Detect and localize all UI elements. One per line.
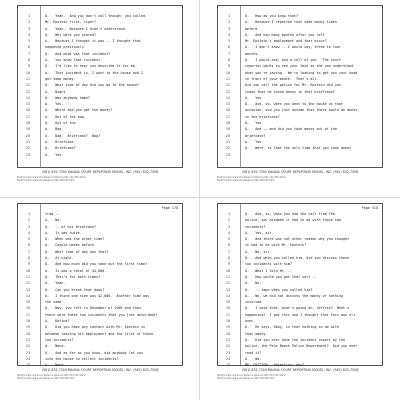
line-text: Q. I'd like to hear you describe it for me. (45, 64, 137, 69)
line-text: Q. Why were you scared? (45, 32, 97, 37)
line-text: A. That incident is, I went to the house and I (45, 70, 143, 75)
line-number: 1 (27, 212, 30, 216)
line-text: Q. Can you break that down? (45, 287, 105, 292)
line-number: 23 (225, 350, 230, 355)
line-number: 7 (227, 249, 230, 254)
line-number: 24 (225, 356, 230, 361)
line-number: 3 (227, 224, 230, 229)
line-text: Q. When was the other time? (45, 237, 105, 242)
line-number: 6 (27, 243, 30, 248)
line-number: 9 (27, 64, 30, 69)
line-text: between leaving his employment and the first of these (45, 331, 154, 336)
line-text: Q. He says, Okay, is that nothing to do with (245, 325, 339, 330)
line-text: A. Because I reported that some money times (245, 20, 337, 25)
line-number: 2 (227, 20, 230, 25)
line-text: Q. And when you called him, did you discuss these (245, 256, 350, 261)
line-number: 16 (25, 306, 30, 311)
line-number: 8 (227, 256, 230, 261)
line-text: in front of your mouth. That's all. (245, 76, 319, 81)
line-number: 7 (227, 51, 230, 56)
transcript-lines (21, 13, 179, 158)
line-number: 12 (225, 281, 230, 286)
line-number: 23 (25, 152, 30, 157)
transcript-page (17, 203, 183, 366)
line-text: Q. And there was not other reason why you thought (245, 237, 350, 242)
line-text: into the house to collect incidents? (45, 356, 119, 361)
line-text: A. It was a total of $4,000. (45, 268, 107, 273)
line-number: 10 (25, 70, 30, 75)
line-text: A. No, sir. (245, 249, 272, 254)
line-number: 14 (25, 95, 30, 100)
line-number: 15 (25, 102, 30, 107)
line-text: Q. Did you ever have the incident report by the (245, 337, 346, 342)
line-text: there were these two incidents that you just described? (45, 312, 158, 317)
line-text: Q. Where did you get the money? (45, 108, 113, 113)
line-text: before. (245, 26, 260, 31)
line-number: 18 (225, 319, 230, 324)
page-number: Page 510 (361, 206, 378, 210)
line-number: 21 (225, 139, 230, 144)
line-text: A. At night. (45, 256, 74, 261)
line-number: 1 (227, 212, 230, 216)
line-number: 19 (25, 325, 30, 330)
line-number: 17 (225, 114, 230, 119)
line-text: police, the Palm Beach Police Department? Did you ever (245, 344, 358, 349)
line-text: Q. And, so, when you had the call from the (245, 212, 335, 216)
line-text: Mr. Epstein's employment and that occur? (245, 39, 327, 44)
certification-text: Electronically signed by Rebecca Osborne (601-234-345-4444) Electronically signed by Rebecca (501-238-450-544) (17, 176, 86, 182)
line-number: 9 (27, 262, 30, 267)
line-text: Q. And what was that incident? (45, 51, 111, 56)
line-number: 3 (27, 26, 30, 31)
line-number: 5 (27, 39, 30, 44)
line-number: 22 (25, 146, 30, 151)
line-text: police, you assumed it had to do with those two (245, 218, 341, 223)
line-number: 13 (225, 89, 230, 94)
page-footer: (561) 832-7500 MAGNA COURT REPORTING MODEL, INC. (561) 832-7506 (41, 368, 159, 372)
line-text: A. None. (45, 363, 66, 368)
line-text: Q. And as far as you know, did anybody let you (45, 350, 143, 355)
line-number: 15 (225, 300, 230, 305)
horizontal-divider (0, 197, 400, 198)
line-number: 12 (25, 83, 30, 88)
line-text: A. None. (45, 344, 66, 349)
line-text: A. Bag. (45, 127, 64, 132)
line-number: 4 (27, 32, 30, 37)
line-number: 20 (225, 331, 230, 336)
line-text: A. Yes. (45, 102, 64, 107)
line-number: 20 (25, 331, 30, 336)
line-text: Q. How do you know that? (245, 14, 299, 18)
line-text: Q. Out of the (45, 121, 76, 126)
line-text: Q. Now, you left in December of 2005 and then (45, 306, 141, 311)
line-number: 13 (225, 287, 230, 292)
line-number: 5 (27, 237, 30, 242)
line-number: 3 (27, 224, 30, 229)
line-text: Did you call the police for Mr. Epstein did you (245, 83, 341, 88)
line-text: A. Define? (45, 319, 70, 324)
line-number: 17 (225, 312, 230, 317)
line-number: 2 (27, 218, 30, 223)
line-number: 17 (25, 312, 30, 317)
line-number: 16 (225, 306, 230, 311)
line-text: incidents? (245, 224, 266, 229)
line-text: Q. And how many months after you left (245, 32, 325, 37)
line-number: 1 (227, 14, 230, 18)
line-number: 23 (225, 152, 230, 157)
line-number: 21 (225, 337, 230, 342)
certification-text: Electronically signed by Rebecca Osborne (601-234-345-4444) Electronically signed by Rebecca (501-238-450-544) (17, 374, 86, 380)
line-number: 25 (25, 363, 30, 368)
line-text: Q. -- tape when you called him? (245, 287, 313, 292)
line-text: occasion, did you just assume that there would be money (245, 108, 358, 113)
line-text: Q. And how much did you take out the first time? (45, 262, 148, 267)
page-number: Page 170 (161, 206, 178, 210)
line-text: that money. (245, 331, 268, 336)
line-number: 22 (225, 146, 230, 151)
line-number: 22 (25, 344, 30, 349)
line-number: 19 (225, 325, 230, 330)
line-number: 4 (27, 230, 30, 235)
vertical-divider (199, 0, 200, 400)
line-number: 13 (25, 89, 30, 94)
line-number: 18 (225, 121, 230, 126)
line-number: 10 (225, 268, 230, 273)
line-text: A. No. (45, 218, 62, 223)
line-number: 16 (225, 108, 230, 113)
line-text: Mr. Epstein first, right? (45, 20, 97, 25)
line-text: briefcase? (245, 133, 266, 138)
line-text: the same. (45, 300, 64, 305)
line-text: Q. That's for both times? (45, 274, 101, 279)
transcript-page (217, 5, 383, 168)
transcript-lines (21, 211, 179, 368)
line-number: 9 (227, 262, 230, 267)
transcript-lines (221, 13, 379, 158)
line-text: A. Yeah. (45, 281, 66, 286)
line-number: 25 (225, 363, 230, 368)
line-number: 4 (227, 230, 230, 235)
line-number: 8 (27, 58, 30, 63)
line-number: 5 (227, 39, 230, 44)
line-number: 6 (27, 45, 30, 50)
line-text: happening? I got this and I thought that this was all (245, 312, 356, 317)
line-text: A. Yeah. Because I didn't understand. (45, 26, 127, 31)
transcript-lines (221, 211, 379, 368)
line-text: reporter wants to see your face so she can understand (245, 64, 354, 69)
line-text: Q. Briefcase? (45, 146, 76, 151)
line-text: A. Briefcase. (45, 139, 76, 144)
line-number: 22 (225, 344, 230, 349)
line-text: A. Yes. (245, 139, 264, 144)
line-number: 20 (225, 133, 230, 138)
line-number: 14 (25, 293, 30, 298)
line-text: Q. What time of day did you go to the house? (45, 83, 139, 88)
line-number: 11 (225, 274, 230, 279)
line-number: 14 (225, 293, 230, 298)
line-number: 7 (27, 51, 30, 56)
line-number: 10 (25, 268, 30, 273)
line-text: Q. Were, is that the only time that you took money (245, 146, 352, 151)
line-text: in the briefcase? (245, 114, 280, 119)
line-text: read it? (245, 350, 262, 355)
certification-text: Electronically signed by Rebecca Osborne (601-234-345-4444) Electronically signed by Rebecca (501-238-450-544) (217, 176, 286, 182)
line-number: 5 (227, 237, 230, 242)
line-text: A. Out of the bag. (45, 114, 86, 119)
line-number: 11 (225, 76, 230, 81)
line-text: A. Night. (45, 89, 68, 94)
line-number: 9 (227, 64, 230, 69)
line-number: 11 (25, 76, 30, 81)
line-number: 2 (227, 218, 230, 223)
line-text: two incidents? (45, 337, 74, 342)
line-text: A. Yes. (45, 152, 64, 157)
line-number: 21 (25, 337, 30, 342)
line-text: A. Yes. (245, 95, 264, 100)
line-number: 23 (25, 350, 30, 355)
line-text: A. I think one time was $2,000. Another time was (45, 293, 150, 298)
line-text: happened previously. (45, 45, 86, 50)
line-number: 4 (227, 32, 230, 37)
line-number: 2 (27, 20, 30, 25)
line-number: 14 (225, 95, 230, 100)
line-text: A. It was twice. (45, 230, 82, 235)
line-text: Q. I said that, what's going on, Jeffrey? What's (245, 306, 350, 311)
line-text: Q. Bag. Briefcase? Bag? (45, 133, 101, 138)
line-number: 21 (25, 139, 30, 144)
line-text: A. Because I thought it was -- I thought that (45, 39, 141, 44)
line-number: 3 (227, 26, 230, 31)
line-number: 10 (225, 70, 230, 75)
certification-text: Electronically signed by Rebecca Osborne (601-234-345-4444) Electronically signed by Rebecca (501-238-450-544) (217, 374, 286, 380)
transcript-line (221, 152, 379, 158)
line-number: 16 (25, 108, 30, 113)
line-number: 8 (27, 256, 30, 261)
line-number: 6 (227, 45, 230, 50)
page-footer: (561) 832-7500 MAGNA COURT REPORTING MODEL, INC. (561) 832-7506 (41, 170, 159, 174)
line-text: what you're saying. We're looking to get you your head (245, 70, 358, 75)
line-text: it had to do with Mr. Epstein? (245, 243, 307, 248)
transcript-page (217, 203, 383, 366)
line-text: involved. (245, 300, 264, 305)
line-text: got some money. (45, 76, 76, 81)
line-number: 18 (25, 319, 30, 324)
line-text: A. Couple weeks before. (45, 243, 97, 248)
line-number: 11 (25, 274, 30, 279)
line-text: A. Yes, sir. (245, 230, 274, 235)
line-text: Q. How would you get that sort -- (245, 274, 317, 279)
line-text: Q. Yeah. And you don't call though; you called (45, 14, 146, 18)
line-text: A. What I told Mr. -- (245, 268, 292, 273)
line-text: two incidents with him? (245, 262, 292, 267)
line-number: 6 (227, 243, 230, 248)
line-number: 1 (27, 14, 30, 18)
line-number: 24 (25, 356, 30, 361)
line-text: leave that he found money in that briefcase? (245, 89, 335, 94)
line-number: 13 (25, 287, 30, 292)
line-text: Q. Did you have any contact with Mr. Epstein in (45, 325, 146, 330)
line-number: 8 (227, 58, 230, 63)
line-number: 15 (25, 300, 30, 305)
line-text: Q. And -- and did you take money out of the (245, 127, 337, 132)
line-text: Q. And, so, when you went to the house on that (245, 102, 343, 107)
line-text: from -- (45, 212, 60, 216)
line-number: 12 (25, 281, 30, 286)
line-text: MR. CRITTON: Objection; why? (245, 363, 305, 368)
line-number: 15 (225, 102, 230, 107)
line-text: over. (245, 319, 256, 324)
line-number: 17 (25, 114, 30, 119)
line-number: 20 (25, 133, 30, 138)
line-text: A. I don't know -- I would say, three to four (245, 45, 341, 50)
line-text: Q. I would ask, and a tell of you. The court (245, 58, 341, 63)
line-number: 19 (25, 127, 30, 132)
transcript-line (21, 152, 179, 158)
line-text: A. Yes. (245, 121, 264, 126)
page-footer: (561) 832-7500 MAGNA COURT REPORTING MODEL, INC. (561) 832-7506 (241, 170, 359, 174)
line-text: A. No, we did not discuss the money or nothing (245, 293, 343, 298)
line-number: 7 (27, 249, 30, 254)
line-text: months. (245, 51, 260, 56)
line-number: 18 (25, 121, 30, 126)
line-text: Q. -- of his briefcase? (45, 224, 97, 229)
line-text: A. You know that incident. (45, 58, 103, 63)
page-footer: (561) 832-7500 MAGNA COURT REPORTING MODEL, INC. (561) 832-7506 (241, 368, 359, 372)
line-number: 12 (225, 83, 230, 88)
line-text: A. No. (245, 281, 262, 286)
line-number: 19 (225, 127, 230, 132)
line-text: Q. What time of day was that? (45, 249, 109, 254)
line-text: Q. Was anybody home? (45, 95, 90, 100)
transcript-page (17, 5, 183, 168)
line-text: A. No. (245, 356, 262, 361)
